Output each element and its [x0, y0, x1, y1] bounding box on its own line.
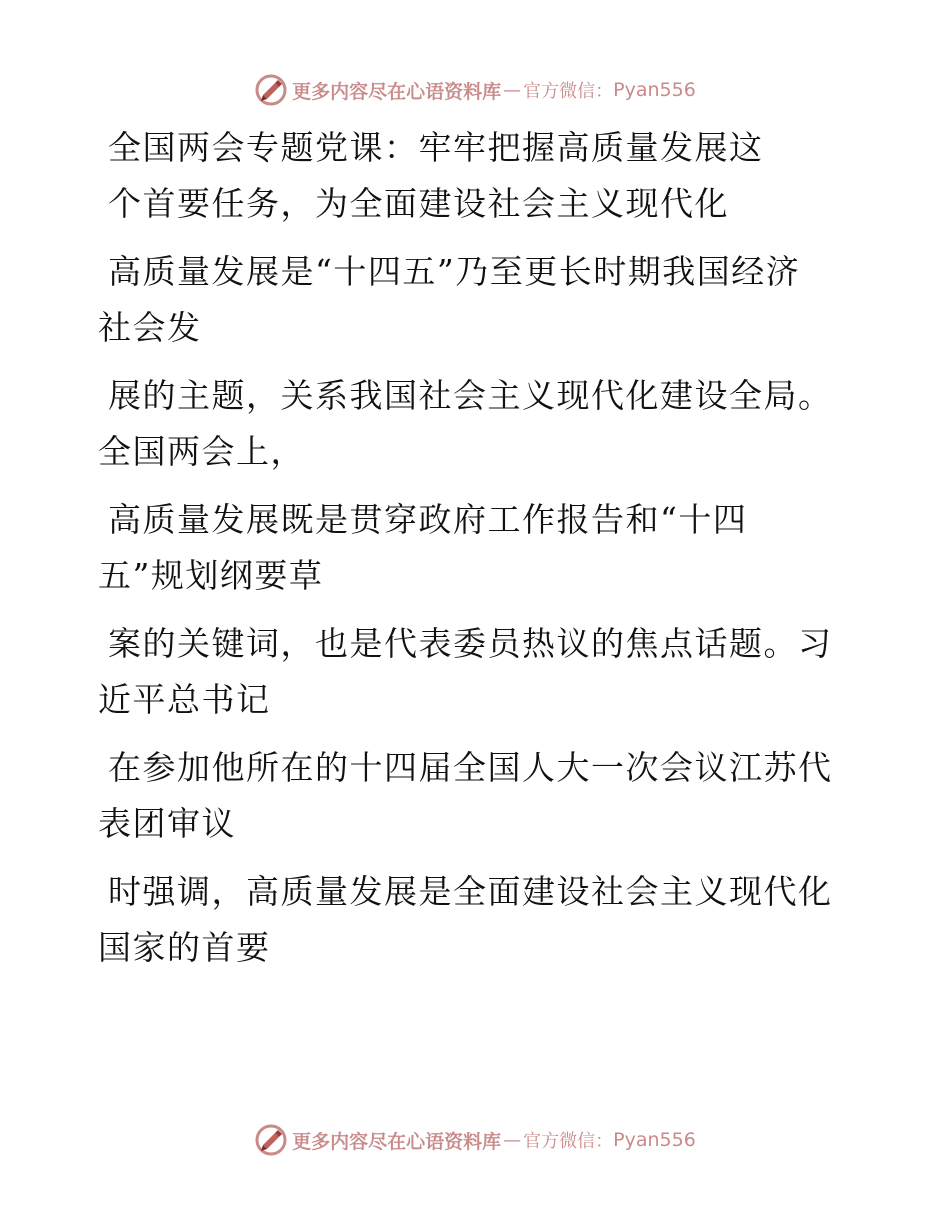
banner-wechat-label: 官方微信：: [523, 1131, 614, 1152]
paragraph-4-line-1: 案的关键词，也是代表委员热议的焦点话题。习: [108, 624, 833, 663]
paragraph-2-line-1: 展的主题，关系我国社会主义现代化建设全局。: [108, 376, 833, 415]
paragraph-4-line-2: 近平总书记: [98, 680, 271, 719]
paragraph-3-line-1: 高质量发展既是贯穿政府工作报告和“十四: [108, 500, 748, 539]
footer-banner: [0, 1120, 950, 1160]
paragraph-6-line-1: 时强调，高质量发展是全面建设社会主义现代化: [108, 872, 833, 911]
paragraph-5-line-1: 在参加他所在的十四届全国人大一次会议江苏代: [108, 748, 833, 787]
pen-logo-icon: [254, 1123, 288, 1157]
pen-logo-icon: [254, 73, 288, 107]
banner-dash: —: [503, 79, 522, 101]
paragraph-1-line-1: 高质量发展是“十四五”乃至更长时期我国经济: [108, 252, 801, 291]
banner-brand-text: 更多内容尽在心语资料库: [292, 1130, 502, 1153]
paragraph-3-line-2: 五”规划纲要草: [98, 556, 324, 595]
paragraph-1-line-2: 社会发: [98, 308, 202, 347]
banner-wechat-handle: Pyan556: [613, 79, 696, 101]
banner-dash: —: [503, 1129, 522, 1151]
paragraph-5-line-2: 表团审议: [98, 804, 236, 843]
paragraph-6-line-2: 国家的首要: [98, 928, 271, 967]
document-body: [98, 120, 838, 976]
banner-brand-text: 更多内容尽在心语资料库: [292, 80, 502, 103]
banner-wechat-handle: Pyan556: [613, 1129, 696, 1151]
document-title-line-1: 全国两会专题党课：牢牢把握高质量发展这: [108, 128, 764, 167]
document-title-line-2: 个首要任务，为全面建设社会主义现代化: [108, 184, 729, 223]
header-banner: [0, 70, 950, 110]
paragraph-2-line-2: 全国两会上，: [98, 432, 305, 471]
banner-wechat-label: 官方微信：: [523, 81, 614, 102]
